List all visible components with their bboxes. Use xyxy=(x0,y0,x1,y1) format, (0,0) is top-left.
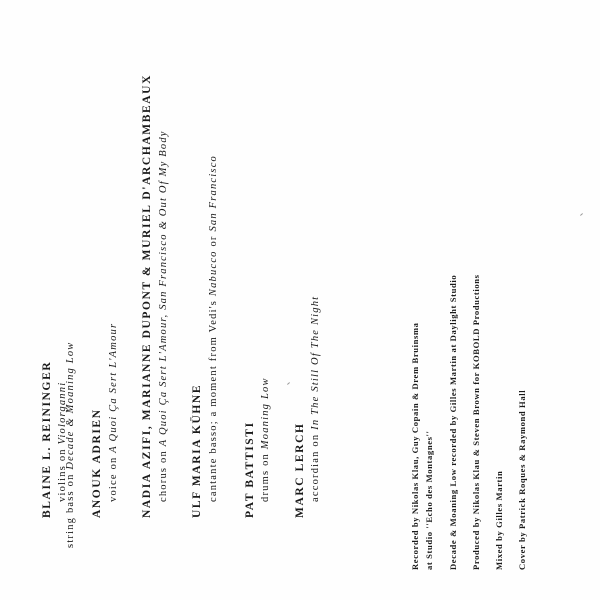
musician-role: string bass on Decade & Moaning Low xyxy=(65,341,76,548)
scan-speck xyxy=(580,213,583,216)
credit-line: Mixed by Gilles Martin xyxy=(494,470,504,570)
credit-line: Cover by Patrick Roques & Raymond Hall xyxy=(517,389,527,570)
musician-name: NADIA AZIFI, MARIANNE DUPONT & MURIEL D'ARCHAMBEAUX xyxy=(141,74,153,518)
musician-role: accordian on In The Still Of The Night xyxy=(310,295,321,502)
credit-line: Recorded by Nikolas Klau, Guy Copain & Drem Bruinsma xyxy=(410,322,420,570)
musician-role: violins on Violorganni xyxy=(57,381,68,502)
scan-speck xyxy=(287,382,290,385)
credit-line: Decade & Moaning Low recorded by Gilles Martin at Daylight Studio xyxy=(448,274,458,570)
musician-name: BLAINE L. REININGER xyxy=(41,360,53,518)
credit-line: at Studio ''Echo des Montagnes'' xyxy=(424,430,434,570)
credit-line: Produced by Nikolas Klau & Steven Brown for KOBOLD Productions xyxy=(471,274,481,570)
musician-name: ANOUK ADRIEN xyxy=(91,408,103,518)
musician-name: PAT BATTISTI xyxy=(244,421,256,518)
musician-role: drums on Moaning Low xyxy=(260,377,271,502)
musician-role: chorus on A Quoi Ça Sert L'Amour, San Francisco & Out Of My Body xyxy=(158,130,169,502)
musician-name: MARC LERCH xyxy=(294,422,306,518)
musician-role: voice on A Quoi Ça Sert L'Amour xyxy=(108,322,119,502)
musician-name: ULF MARIA KÜHNE xyxy=(191,383,203,518)
musician-role: cantante basso; a moment from Vedi's Nabucco or San Francisco xyxy=(208,154,219,502)
